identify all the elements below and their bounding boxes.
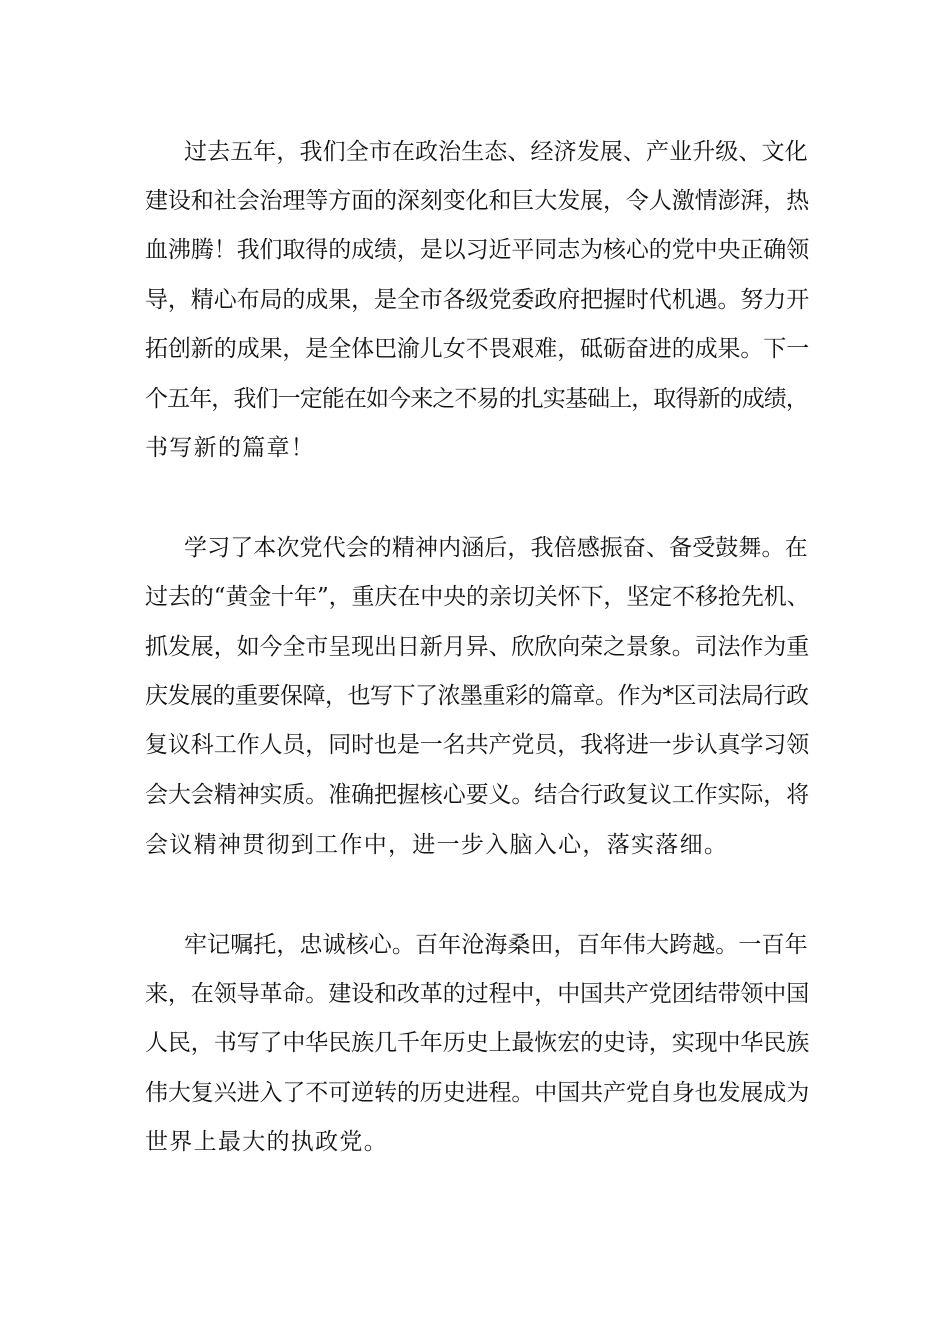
paragraph-line: 拓创新的成果，是全体巴渝儿女不畏艰难，砥砺奋进的成果。下一	[145, 336, 810, 362]
paragraph-line: 来，在领导革命。建设和改革的过程中，中国共产党团结带领中国	[145, 981, 810, 1007]
paragraph-line: 复议科工作人员，同时也是一名共产党员，我将进一步认真学习领	[145, 732, 810, 758]
paragraph-line: 学习了本次党代会的精神内涵后，我倍感振奋、备受鼓舞。在	[184, 535, 808, 561]
paragraph-line: 过去的“黄金十年”，重庆在中央的亲切关怀下，坚定不移抢先机、	[145, 584, 810, 610]
paragraph-line: 世界上最大的执政党。	[145, 1129, 388, 1155]
paragraph-line: 书写新的篇章！	[145, 435, 316, 461]
paragraph-line: 抓发展，如今全市呈现出日新月异、欣欣向荣之景象。司法作为重	[145, 634, 810, 660]
paragraph-line: 伟大复兴进入了不可逆转的历史进程。中国共产党自身也发展成为	[145, 1080, 810, 1106]
paragraph-line: 人民，书写了中华民族几千年历史上最恢宏的史诗，实现中华民族	[145, 1030, 810, 1056]
paragraph-line: 会大会精神实质。准确把握核心要义。结合行政复议工作实际，将	[145, 782, 810, 808]
paragraph-line: 会议精神贯彻到工作中，进一步入脑入心，落实落细。	[145, 832, 729, 858]
paragraph-line: 庆发展的重要保障，也写下了浓墨重彩的篇章。作为*区司法局行政	[145, 683, 809, 709]
paragraph-line: 建设和社会治理等方面的深刻变化和巨大发展，令人激情澎湃，热	[145, 188, 810, 214]
paragraph-line: 血沸腾！我们取得的成绩，是以习近平同志为核心的党中央正确领	[145, 237, 810, 263]
paragraph-line: 牢记嘱托，忠诚核心。百年沧海桑田，百年伟大跨越。一百年	[184, 932, 808, 958]
paragraph-line: 个五年，我们一定能在如今来之不易的扎实基础上，取得新的成绩，	[145, 386, 809, 412]
paragraph-line: 过去五年，我们全市在政治生态、经济发展、产业升级、文化	[184, 139, 808, 165]
paragraph-line: 导，精心布局的成果，是全市各级党委政府把握时代机遇。努力开	[145, 287, 810, 313]
